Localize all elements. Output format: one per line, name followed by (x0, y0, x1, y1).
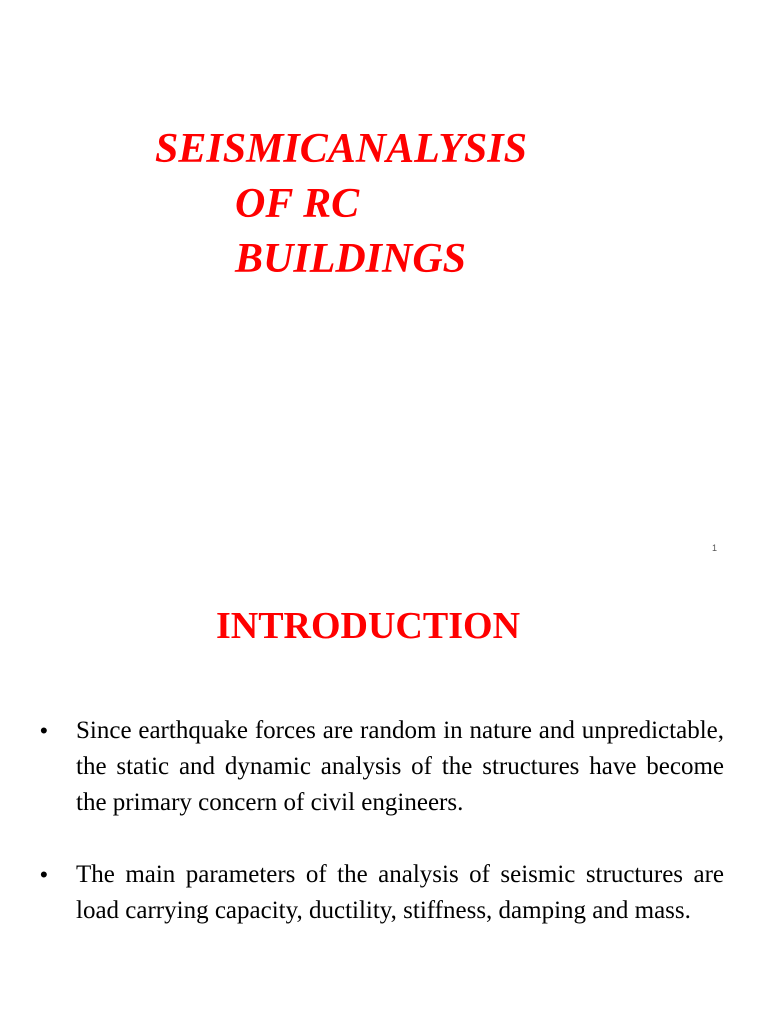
page-number: 1 (712, 543, 718, 553)
bullet-text: Since earthquake forces are random in nature and unpredictable, the static and dynamic analysis of the structures have become the primary concern of civil engineers. (76, 717, 724, 816)
slide-title (155, 122, 527, 287)
bullet-item (40, 857, 724, 929)
bullet-icon: • (40, 718, 48, 743)
title-line-3: BUILDINGS (235, 236, 467, 282)
bullet-icon: • (40, 862, 48, 887)
bullet-list (40, 713, 724, 929)
title-line-2: OF RC (235, 181, 360, 227)
bullet-item (40, 713, 724, 821)
bullet-text: The main parameters of the analysis of seismic structures are load carrying capacity, ductility, stiffness, damping and mass. (76, 861, 724, 924)
title-line-1: SEISMICANALYSIS (155, 126, 527, 172)
section-heading: INTRODUCTION (215, 605, 521, 647)
